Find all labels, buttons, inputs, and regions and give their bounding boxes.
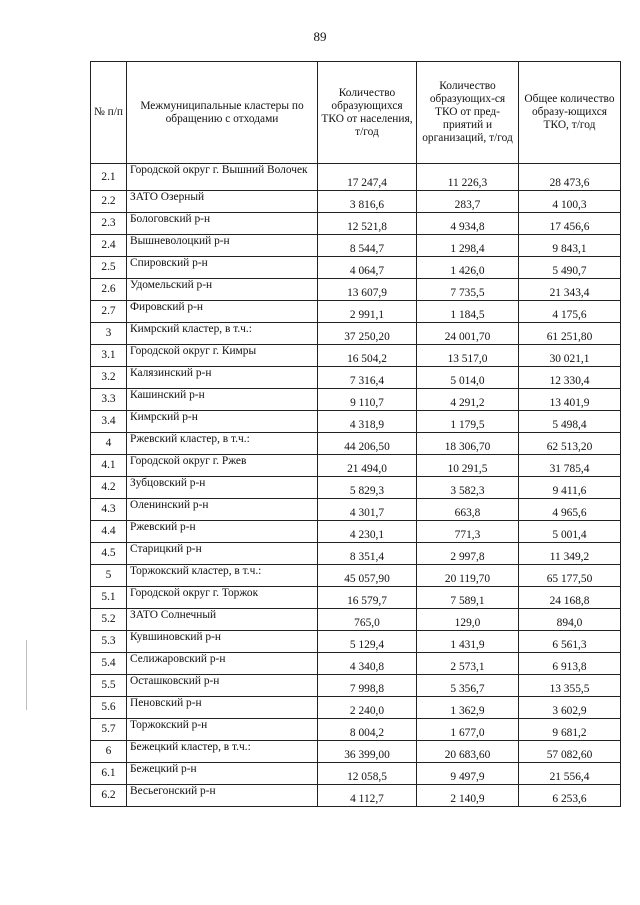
cluster-name: Спировский р-н (127, 257, 318, 279)
cluster-name: Калязинский р-н (127, 367, 318, 389)
row-number: 2.5 (91, 257, 127, 279)
table-row (91, 367, 621, 389)
total-waste-value: 28 473,6 (519, 164, 621, 191)
population-waste-value: 7 998,8 (318, 675, 417, 697)
enterprise-waste-value: 10 291,5 (417, 455, 519, 477)
enterprise-waste-value: 771,3 (417, 521, 519, 543)
row-number: 5.5 (91, 675, 127, 697)
population-waste-value: 36 399,00 (318, 741, 417, 763)
table-row (91, 279, 621, 301)
table-row (91, 499, 621, 521)
population-waste-value: 4 318,9 (318, 411, 417, 433)
header-num: № п/п (91, 62, 127, 164)
row-number: 6 (91, 741, 127, 763)
population-waste-value: 8 544,7 (318, 235, 417, 257)
enterprise-waste-value: 24 001,70 (417, 323, 519, 345)
row-number: 4.3 (91, 499, 127, 521)
table-body (91, 164, 621, 807)
total-waste-value: 21 556,4 (519, 763, 621, 785)
population-waste-value: 4 064,7 (318, 257, 417, 279)
population-waste-value: 4 340,8 (318, 653, 417, 675)
table-row (91, 433, 621, 455)
cluster-name: Селижаровский р-н (127, 653, 318, 675)
enterprise-waste-value: 1 431,9 (417, 631, 519, 653)
table-row (91, 477, 621, 499)
cluster-name: Бежецкий кластер, в т.ч.: (127, 741, 318, 763)
row-number: 4.4 (91, 521, 127, 543)
scan-margin-mark (26, 640, 27, 710)
cluster-name: Весьегонский р-н (127, 785, 318, 807)
population-waste-value: 16 579,7 (318, 587, 417, 609)
enterprise-waste-value: 20 119,70 (417, 565, 519, 587)
table-row (91, 164, 621, 191)
row-number: 3.2 (91, 367, 127, 389)
row-number: 3.1 (91, 345, 127, 367)
population-waste-value: 3 816,6 (318, 191, 417, 213)
cluster-name: Городской округ г. Ржев (127, 455, 318, 477)
total-waste-value: 13 355,5 (519, 675, 621, 697)
cluster-name: Кимрский р-н (127, 411, 318, 433)
cluster-name: Ржевский кластер, в т.ч.: (127, 433, 318, 455)
table-row (91, 213, 621, 235)
cluster-name: Пеновский р-н (127, 697, 318, 719)
enterprise-waste-value: 11 226,3 (417, 164, 519, 191)
enterprise-waste-value: 2 140,9 (417, 785, 519, 807)
population-waste-value: 37 250,20 (318, 323, 417, 345)
enterprise-waste-value: 663,8 (417, 499, 519, 521)
header-row (91, 62, 621, 164)
population-waste-value: 4 230,1 (318, 521, 417, 543)
enterprise-waste-value: 4 291,2 (417, 389, 519, 411)
total-waste-value: 24 168,8 (519, 587, 621, 609)
enterprise-waste-value: 20 683,60 (417, 741, 519, 763)
total-waste-value: 5 490,7 (519, 257, 621, 279)
population-waste-value: 17 247,4 (318, 164, 417, 191)
table-row (91, 675, 621, 697)
enterprise-waste-value: 2 573,1 (417, 653, 519, 675)
cluster-name: Бологовский р-н (127, 213, 318, 235)
total-waste-value: 65 177,50 (519, 565, 621, 587)
row-number: 5.3 (91, 631, 127, 653)
row-number: 2.6 (91, 279, 127, 301)
enterprise-waste-value: 1 362,9 (417, 697, 519, 719)
cluster-name: Ржевский р-н (127, 521, 318, 543)
row-number: 5.4 (91, 653, 127, 675)
population-waste-value: 44 206,50 (318, 433, 417, 455)
total-waste-value: 62 513,20 (519, 433, 621, 455)
table-row (91, 609, 621, 631)
header-total-waste: Общее количество образу-ющихся ТКО, т/год (519, 62, 621, 164)
table-row (91, 257, 621, 279)
total-waste-value: 9 681,2 (519, 719, 621, 741)
cluster-name: Торжокский кластер, в т.ч.: (127, 565, 318, 587)
total-waste-value: 6 913,8 (519, 653, 621, 675)
population-waste-value: 16 504,2 (318, 345, 417, 367)
enterprise-waste-value: 5 014,0 (417, 367, 519, 389)
cluster-name: Фировский р-н (127, 301, 318, 323)
row-number: 6.1 (91, 763, 127, 785)
population-waste-value: 5 829,3 (318, 477, 417, 499)
population-waste-value: 7 316,4 (318, 367, 417, 389)
total-waste-value: 21 343,4 (519, 279, 621, 301)
enterprise-waste-value: 1 426,0 (417, 257, 519, 279)
page-number: 89 (313, 29, 327, 44)
total-waste-value: 12 330,4 (519, 367, 621, 389)
enterprise-waste-value: 129,0 (417, 609, 519, 631)
table-row (91, 741, 621, 763)
enterprise-waste-value: 7 589,1 (417, 587, 519, 609)
row-number: 5.1 (91, 587, 127, 609)
enterprise-waste-value: 1 298,4 (417, 235, 519, 257)
row-number: 6.2 (91, 785, 127, 807)
population-waste-value: 8 004,2 (318, 719, 417, 741)
cluster-name: Кимрский кластер, в т.ч.: (127, 323, 318, 345)
total-waste-value: 57 082,60 (519, 741, 621, 763)
enterprise-waste-value: 5 356,7 (417, 675, 519, 697)
enterprise-waste-value: 1 179,5 (417, 411, 519, 433)
cluster-name: Торжокский р-н (127, 719, 318, 741)
cluster-name: Зубцовский р-н (127, 477, 318, 499)
row-number: 2.1 (91, 164, 127, 191)
population-waste-value: 2 240,0 (318, 697, 417, 719)
population-waste-value: 12 058,5 (318, 763, 417, 785)
enterprise-waste-value: 2 997,8 (417, 543, 519, 565)
row-number: 4.2 (91, 477, 127, 499)
total-waste-value: 61 251,80 (519, 323, 621, 345)
total-waste-value: 9 411,6 (519, 477, 621, 499)
table-row (91, 323, 621, 345)
population-waste-value: 9 110,7 (318, 389, 417, 411)
table-row (91, 587, 621, 609)
total-waste-value: 6 253,6 (519, 785, 621, 807)
total-waste-value: 5 001,4 (519, 521, 621, 543)
header-population-waste: Количество образующихся ТКО от населения, т/год (318, 62, 417, 164)
table-row (91, 389, 621, 411)
table-row (91, 719, 621, 741)
cluster-name: Бежецкий р-н (127, 763, 318, 785)
cluster-name: Кашинский р-н (127, 389, 318, 411)
cluster-name: Старицкий р-н (127, 543, 318, 565)
table-row (91, 411, 621, 433)
enterprise-waste-value: 1 184,5 (417, 301, 519, 323)
population-waste-value: 13 607,9 (318, 279, 417, 301)
row-number: 2.3 (91, 213, 127, 235)
table-row (91, 235, 621, 257)
row-number: 5 (91, 565, 127, 587)
cluster-name: Оленинский р-н (127, 499, 318, 521)
row-number: 2.2 (91, 191, 127, 213)
enterprise-waste-value: 3 582,3 (417, 477, 519, 499)
total-waste-value: 5 498,4 (519, 411, 621, 433)
population-waste-value: 4 112,7 (318, 785, 417, 807)
total-waste-value: 9 843,1 (519, 235, 621, 257)
row-number: 3.4 (91, 411, 127, 433)
table-header (91, 62, 621, 164)
cluster-name: ЗАТО Солнечный (127, 609, 318, 631)
population-waste-value: 4 301,7 (318, 499, 417, 521)
table-row (91, 785, 621, 807)
population-waste-value: 12 521,8 (318, 213, 417, 235)
total-waste-value: 3 602,9 (519, 697, 621, 719)
cluster-name: Удомельский р-н (127, 279, 318, 301)
waste-clusters-table (90, 61, 621, 807)
row-number: 3 (91, 323, 127, 345)
table-row (91, 763, 621, 785)
population-waste-value: 765,0 (318, 609, 417, 631)
row-number: 5.6 (91, 697, 127, 719)
header-enterprise-waste: Количество образующих-ся ТКО от пред-приятий и организаций, т/год (417, 62, 519, 164)
cluster-name: Осташковский р-н (127, 675, 318, 697)
total-waste-value: 4 100,3 (519, 191, 621, 213)
total-waste-value: 31 785,4 (519, 455, 621, 477)
row-number: 3.3 (91, 389, 127, 411)
enterprise-waste-value: 9 497,9 (417, 763, 519, 785)
table-row (91, 301, 621, 323)
table-row (91, 543, 621, 565)
header-cluster-name: Межмуниципальные кластеры по обращению с отходами (127, 62, 318, 164)
enterprise-waste-value: 18 306,70 (417, 433, 519, 455)
total-waste-value: 11 349,2 (519, 543, 621, 565)
enterprise-waste-value: 7 735,5 (417, 279, 519, 301)
enterprise-waste-value: 4 934,8 (417, 213, 519, 235)
table-row (91, 345, 621, 367)
cluster-name: Вышневолоцкий р-н (127, 235, 318, 257)
total-waste-value: 30 021,1 (519, 345, 621, 367)
table-row (91, 631, 621, 653)
table-row (91, 455, 621, 477)
total-waste-value: 6 561,3 (519, 631, 621, 653)
row-number: 4.1 (91, 455, 127, 477)
population-waste-value: 21 494,0 (318, 455, 417, 477)
enterprise-waste-value: 283,7 (417, 191, 519, 213)
total-waste-value: 17 456,6 (519, 213, 621, 235)
row-number: 2.4 (91, 235, 127, 257)
population-waste-value: 8 351,4 (318, 543, 417, 565)
table-row (91, 565, 621, 587)
cluster-name: Городской округ г. Вышний Волочек (127, 164, 318, 191)
population-waste-value: 45 057,90 (318, 565, 417, 587)
population-waste-value: 2 991,1 (318, 301, 417, 323)
cluster-name: ЗАТО Озерный (127, 191, 318, 213)
row-number: 4 (91, 433, 127, 455)
table-row (91, 521, 621, 543)
enterprise-waste-value: 13 517,0 (417, 345, 519, 367)
row-number: 5.7 (91, 719, 127, 741)
total-waste-value: 4 965,6 (519, 499, 621, 521)
total-waste-value: 894,0 (519, 609, 621, 631)
cluster-name: Городской округ г. Кимры (127, 345, 318, 367)
row-number: 4.5 (91, 543, 127, 565)
table-row (91, 191, 621, 213)
table-row (91, 697, 621, 719)
population-waste-value: 5 129,4 (318, 631, 417, 653)
enterprise-waste-value: 1 677,0 (417, 719, 519, 741)
total-waste-value: 13 401,9 (519, 389, 621, 411)
total-waste-value: 4 175,6 (519, 301, 621, 323)
row-number: 2.7 (91, 301, 127, 323)
row-number: 5.2 (91, 609, 127, 631)
table-row (91, 653, 621, 675)
cluster-name: Городской округ г. Торжок (127, 587, 318, 609)
cluster-name: Кувшиновский р-н (127, 631, 318, 653)
